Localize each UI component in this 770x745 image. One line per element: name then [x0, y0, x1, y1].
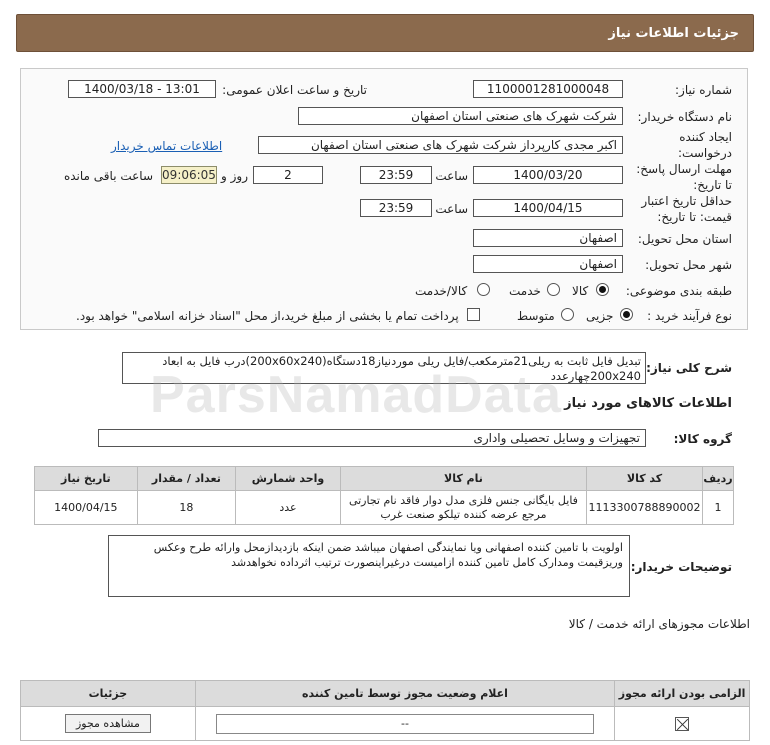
need-summary-field: تبدیل فایل ثابت به ریلی21مترمکعب/فایل ریلی موردنیاز18دستگاه(200x60x240)درب فایل به ابعاد 200x240چهارعدد	[122, 352, 646, 384]
process-label: نوع فرآیند خرید :	[647, 309, 732, 323]
table-row	[35, 491, 734, 525]
category-radio-service[interactable]	[547, 283, 560, 296]
cell-row: 1	[703, 491, 734, 525]
buyer-field: شرکت شهرک های صنعتی استان اصفهان	[298, 107, 623, 125]
process-option-medium: متوسط	[517, 309, 555, 323]
view-permit-button[interactable]: مشاهده مجوز	[65, 714, 151, 733]
days-remaining-field: 2	[253, 166, 323, 184]
validity-date-field: 1400/04/15	[473, 199, 623, 217]
deadline-date-field: 1400/03/20	[473, 166, 623, 184]
buyer-contact-link[interactable]: اطلاعات تماس خریدار	[111, 139, 223, 153]
need-summary-label: شرح کلی نیاز:	[646, 361, 732, 375]
cell-date: 1400/04/15	[35, 491, 138, 525]
deadline-time-field: 23:59	[360, 166, 432, 184]
goods-section-title: اطلاعات کالاهای مورد نیاز	[564, 396, 732, 411]
deadline-label: مهلت ارسال پاسخ: تا تاریخ:	[636, 162, 732, 192]
col-unit: واحد شمارش	[236, 467, 341, 491]
col-permit-required: الزامی بودن ارائه مجوز	[615, 681, 750, 707]
goods-table-header	[35, 467, 734, 491]
validity-label: حداقل تاریخ اعتبار قیمت: تا تاریخ:	[641, 194, 732, 224]
required-checkbox-icon	[675, 717, 689, 731]
announce-label: تاریخ و ساعت اعلان عمومی:	[222, 83, 367, 97]
process-radio-medium[interactable]	[561, 308, 574, 321]
col-row: ردیف	[703, 467, 734, 491]
page-header	[16, 14, 754, 52]
category-label: طبقه بندی موضوعی:	[625, 284, 732, 298]
category-option-service: خدمت	[509, 284, 541, 298]
permits-section-title: اطلاعات مجوزهای ارائه خدمت / کالا	[568, 617, 750, 631]
deadline-time-label: ساعت	[435, 169, 468, 183]
remaining-time-field: 09:06:05	[162, 168, 216, 182]
city-field: اصفهان	[473, 255, 623, 273]
permit-required-cell	[615, 707, 750, 741]
cell-code: 1113300788890002	[587, 491, 703, 525]
days-label: روز و	[221, 169, 248, 183]
remaining-time-label: ساعت باقی مانده	[63, 169, 153, 183]
treasury-payment-note: پرداخت تمام یا بخشی از مبلغ خرید،از محل "اسناد خزانه اسلامی" خواهد بود.	[76, 309, 459, 323]
need-number-field: 1100001281000048	[473, 80, 623, 98]
cell-name: فایل بایگانی جنس فلزی مدل دوار فاقد نام تجارتی مرجع عرضه کننده تیلکو صنعت غرب	[340, 491, 586, 525]
cell-qty: 18	[137, 491, 236, 525]
validity-time-label: ساعت	[435, 202, 468, 216]
validity-time-field: 23:59	[360, 199, 432, 217]
goods-group-label: گروه کالا:	[673, 432, 732, 446]
col-permit-details: جزئیات	[21, 681, 196, 707]
col-qty: تعداد / مقدار	[137, 467, 236, 491]
treasury-payment-checkbox[interactable]	[467, 308, 480, 321]
cell-unit: عدد	[236, 491, 341, 525]
watermark: ParsNamadData	[150, 366, 562, 424]
creator-field: اکبر مجدی کارپرداز شرکت شهرک های صنعتی استان اصفهان	[258, 136, 623, 154]
category-option-goods-service: کالا/خدمت	[415, 284, 468, 298]
goods-table	[34, 466, 734, 525]
buyer-label: نام دستگاه خریدار:	[637, 110, 732, 124]
permit-details-cell	[21, 707, 196, 741]
buyer-notes-field: اولویت با تامین کننده اصفهانی ویا نمایندگی اصفهان میباشد ضمن اینکه بازدیدازمحل وارائه طرح وعکس وریزقیمت ومدارک کامل تامین کننده ازامیست درغیراینصورت ترتیب اثرداده نخواهدشد	[108, 535, 630, 597]
permits-table-header	[21, 681, 750, 707]
table-row	[21, 707, 750, 741]
need-number-label: شماره نیاز:	[675, 83, 732, 97]
province-field: اصفهان	[473, 229, 623, 247]
announce-field: 1400/03/18 - 13:01	[68, 80, 216, 98]
permit-status-select[interactable]: --	[216, 714, 594, 734]
col-date: تاریخ نیاز	[35, 467, 138, 491]
permits-table	[20, 680, 750, 741]
col-name: نام کالا	[340, 467, 586, 491]
col-permit-status: اعلام وضعیت مجوز توسط تامین کننده	[195, 681, 614, 707]
category-radio-goods[interactable]	[596, 283, 609, 296]
process-radio-minor[interactable]	[620, 308, 633, 321]
creator-label: ایجاد کننده درخواست:	[678, 130, 732, 160]
permit-status-cell	[195, 707, 614, 741]
category-radio-goods-service[interactable]	[477, 283, 490, 296]
col-code: کد کالا	[587, 467, 703, 491]
goods-group-field: تجهیزات و وسایل تحصیلی واداری	[98, 429, 646, 447]
buyer-notes-label: توضیحات خریدار:	[630, 560, 732, 574]
process-option-minor: جزیی	[586, 309, 614, 323]
city-label: شهر محل تحویل:	[645, 258, 732, 272]
page-title: جزئیات اطلاعات نیاز	[608, 26, 739, 41]
category-option-goods: کالا	[572, 284, 589, 298]
province-label: استان محل تحویل:	[637, 232, 732, 246]
